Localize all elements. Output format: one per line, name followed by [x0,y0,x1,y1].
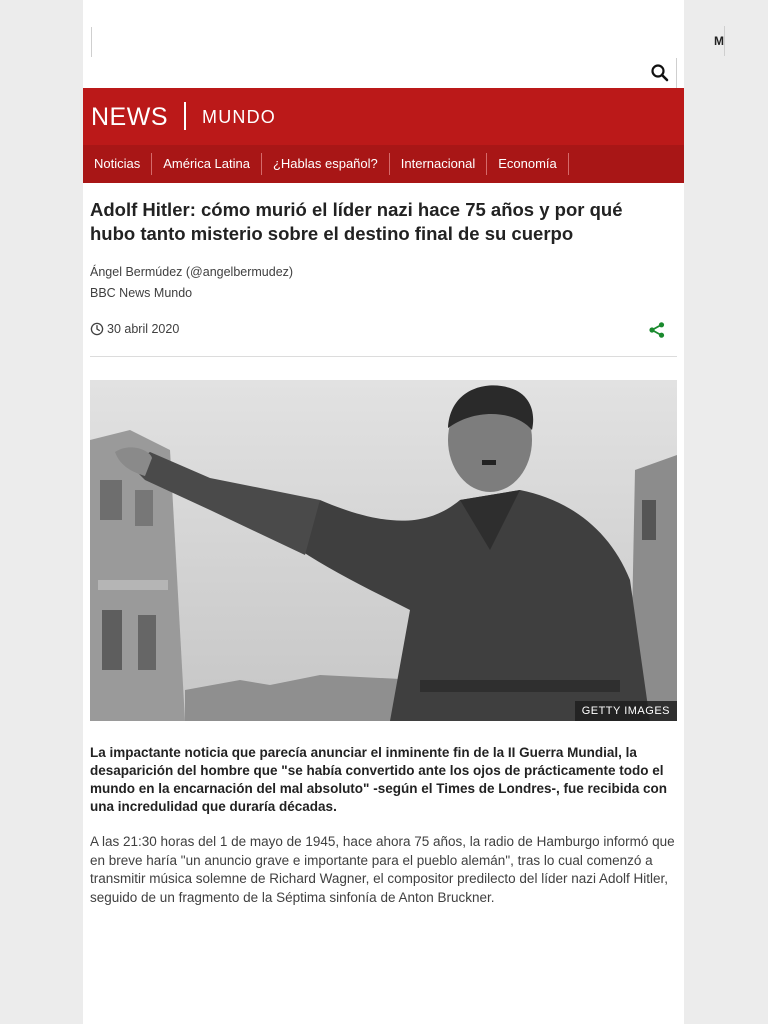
brand-section-logo[interactable]: MUNDO [202,107,276,127]
outlet-name: BBC News Mundo [90,286,193,300]
article-photo [90,380,677,721]
nav-item-america-latina[interactable]: América Latina [152,153,262,175]
header-rule [90,356,677,357]
clock-icon [90,322,104,336]
dateline [90,322,179,336]
section-nav [83,145,684,183]
author-name: Ángel Bermúdez (@angelbermudez) [90,265,294,279]
article-lead: La impactante noticia que parecía anunciar el inminente fin de la II Guerra Mundial, la desaparición del hombre que "se había convertido ante los ojos de prácticamente todo el mundo en la encarnación del mal absoluto" -según el Times de Londres-, fue recibida con una incredulidad que duraría décadas. [90,745,668,814]
share-button[interactable] [648,321,666,339]
article-paragraph: A las 21:30 horas del 1 de mayo de 1945, hace ahora 75 años, la radio de Hamburgo informó que en breve haría "un anuncio grave e importante para el pueblo alemán", tras lo cual comenzó a transmitir música solemne de Richard Wagner, el compositor predilecto del líder nazi Adolf Hitler, seguido de un fragmento de la Séptima sinfonía de Anton Bruckner. [90,834,675,905]
top-divider [91,27,92,57]
masthead [83,88,684,145]
search-icon [649,62,671,84]
nav-item-economia[interactable]: Economía [487,153,569,175]
photo-illustration [90,380,677,721]
image-credit: GETTY IMAGES [575,701,677,721]
nav-item-noticias[interactable]: Noticias [83,153,152,175]
search-divider [676,58,677,88]
share-icon [648,321,666,339]
nav-item-internacional[interactable]: Internacional [390,153,487,175]
brand-divider [184,102,186,130]
top-bar [83,0,684,88]
publish-date: 30 abril 2020 [107,322,180,336]
outer-menu-letter: M [714,34,724,48]
byline [90,262,293,304]
brand-news-logo[interactable]: NEWS [91,103,168,131]
nav-item-hablas-espanol[interactable]: ¿Hablas español? [262,153,390,175]
search-button[interactable] [649,62,671,84]
page [83,0,684,1024]
outer-divider [724,26,725,56]
article-headline: Adolf Hitler: cómo murió el líder nazi hace 75 años y por qué hubo tanto misterio sobre el destino final de su cuerpo [90,199,623,244]
